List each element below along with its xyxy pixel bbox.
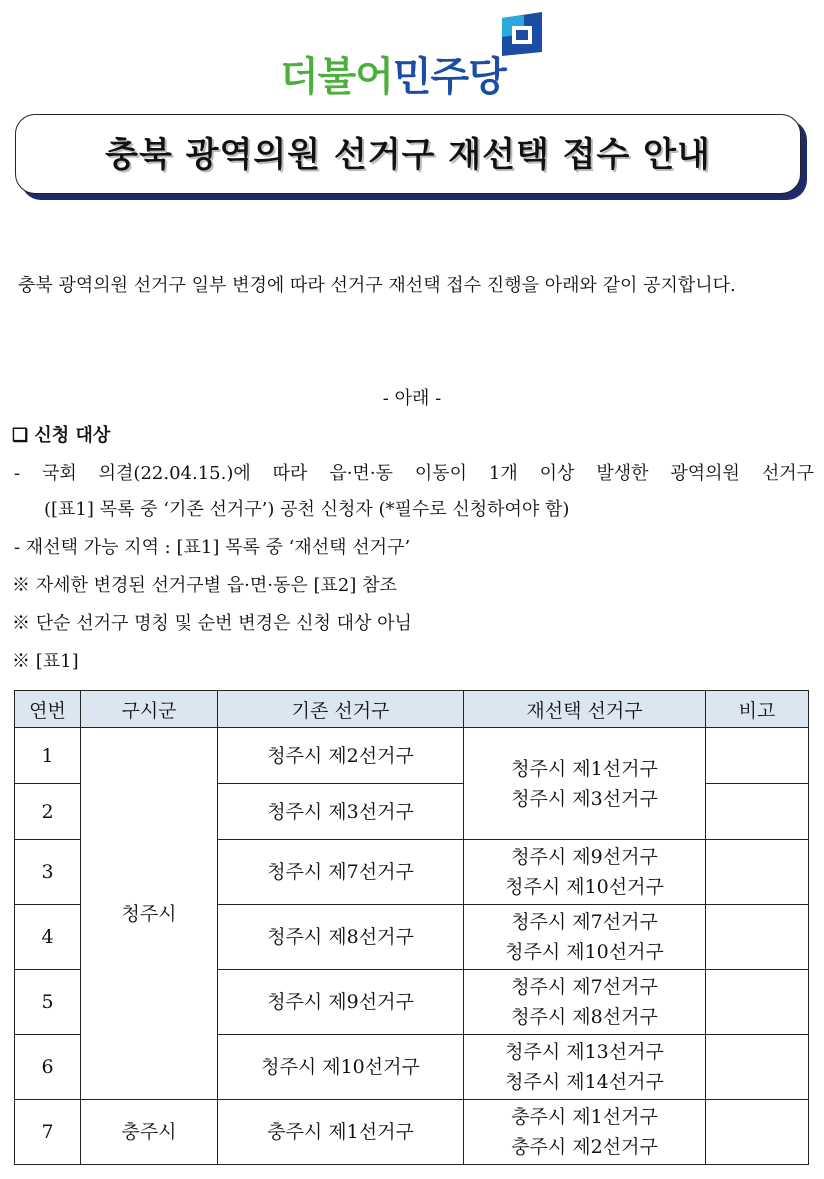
remark-cell — [706, 1100, 809, 1165]
row-no: 1 — [15, 728, 81, 784]
new-district-option: 청주시 제7선거구 — [511, 911, 658, 933]
header-new-district: 재선택 선거구 — [464, 691, 706, 728]
party-logo — [278, 12, 548, 100]
old-district-cell: 청주시 제3선거구 — [218, 784, 464, 840]
available-region-line: - 재선택 가능 지역 : [표1] 목록 중 ‘재선택 선거구’ — [14, 537, 411, 558]
new-district-cell — [464, 1035, 706, 1100]
new-district-option: 충주시 제1선거구 — [511, 1106, 658, 1128]
new-district-option: 청주시 제13선거구 — [505, 1041, 664, 1063]
table-header-row — [15, 691, 809, 728]
new-district-option: 청주시 제7선거구 — [511, 976, 658, 998]
eligibility-line-1: - 국회 의결(22.04.15.)에 따라 읍·면·동 이동이 1개 이상 발생한 광역의원 선거구 — [14, 463, 814, 484]
old-district-cell: 청주시 제7선거구 — [218, 840, 464, 905]
section-heading — [12, 422, 110, 450]
note-2: ※ 단순 선거구 명칭 및 순번 변경은 신청 대상 아님 — [12, 613, 412, 634]
remark-cell — [706, 905, 809, 970]
new-district-cell — [464, 1100, 706, 1165]
old-district-cell: 청주시 제2선거구 — [218, 728, 464, 784]
page-title: 충북 광역의원 선거구 재선택 접수 안내 — [105, 135, 711, 175]
note-1: ※ 자세한 변경된 선거구별 읍·면·동은 [표2] 참조 — [12, 575, 397, 596]
old-district-cell: 충주시 제1선거구 — [218, 1100, 464, 1165]
new-district-option: 충주시 제2선거구 — [511, 1136, 658, 1158]
new-district-option: 청주시 제8선거구 — [511, 1006, 658, 1028]
new-district-option: 청주시 제10선거구 — [505, 876, 664, 898]
city-cell: 청주시 — [81, 728, 218, 1100]
party-name — [280, 52, 506, 102]
district-table — [14, 690, 809, 1165]
remark-cell — [706, 728, 809, 784]
party-name-green: 더불어 — [280, 54, 393, 100]
remark-cell — [706, 1035, 809, 1100]
checkbox-bullet-icon: ❑ — [12, 425, 29, 446]
note-3: ※ [표1] — [12, 651, 79, 672]
section-heading-text: 신청 대상 — [34, 425, 111, 446]
title-box — [15, 114, 801, 194]
row-no: 5 — [15, 970, 81, 1035]
row-no: 7 — [15, 1100, 81, 1165]
header-old-district: 기존 선거구 — [218, 691, 464, 728]
row-no: 4 — [15, 905, 81, 970]
table-row — [15, 1100, 809, 1165]
city-cell: 충주시 — [81, 1100, 218, 1165]
new-district-option: 청주시 제1선거구 — [511, 757, 658, 780]
header-no: 연번 — [15, 691, 81, 728]
separator-text: - 아래 - — [382, 388, 442, 409]
new-district-option: 청주시 제9선거구 — [511, 846, 658, 868]
header-city: 구시군 — [81, 691, 218, 728]
new-district-cell — [464, 970, 706, 1035]
new-district-cell — [464, 840, 706, 905]
old-district-cell: 청주시 제8선거구 — [218, 905, 464, 970]
old-district-cell: 청주시 제10선거구 — [218, 1035, 464, 1100]
remark-cell — [706, 970, 809, 1035]
row-no: 6 — [15, 1035, 81, 1100]
new-district-option: 청주시 제3선거구 — [511, 787, 658, 810]
new-district-option: 청주시 제14선거구 — [505, 1071, 664, 1093]
old-district-cell: 청주시 제9선거구 — [218, 970, 464, 1035]
party-name-blue: 민주당 — [392, 54, 506, 100]
header-remark: 비고 — [706, 691, 809, 728]
new-district-cell — [464, 728, 706, 840]
row-no: 3 — [15, 840, 81, 905]
remark-cell — [706, 784, 809, 840]
flag-logo-icon — [500, 12, 544, 56]
row-no: 2 — [15, 784, 81, 840]
new-district-option: 청주시 제10선거구 — [505, 941, 664, 963]
intro-text: 충북 광역의원 선거구 일부 변경에 따라 선거구 재선택 접수 진행을 아래와 같이 공지합니다. — [18, 275, 736, 296]
new-district-cell — [464, 905, 706, 970]
remark-cell — [706, 840, 809, 905]
intro-paragraph — [0, 268, 812, 304]
eligibility-line-2: ([표1] 목록 중 ‘기존 선거구’) 공천 신청자 (*필수로 신청하여야 함) — [44, 499, 570, 520]
table-row — [15, 728, 809, 784]
